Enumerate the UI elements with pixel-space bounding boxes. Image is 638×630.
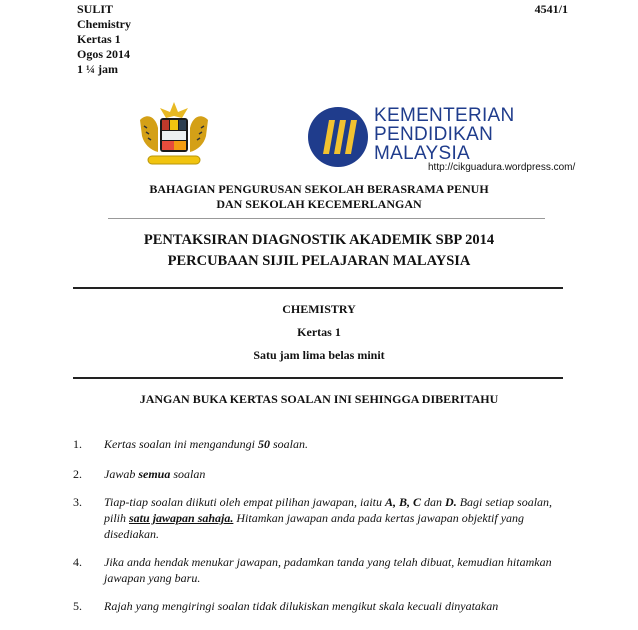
instruction-item: 1. Kertas soalan ini mengandungi 50 soalan. bbox=[73, 437, 309, 451]
header-block bbox=[77, 2, 131, 77]
divider bbox=[73, 287, 563, 289]
agency-name bbox=[0, 182, 638, 212]
divider bbox=[73, 377, 563, 379]
instruction-item: 3. Tiap-tiap soalan diikuti oleh empat pilihan jawapan, iaitu A, B, C dan D. Bagi setiap soalan, pilih satu jawapan sahaja. Hitamkan jawapan anda pada kertas jawapan objektif yang disediakan. bbox=[73, 495, 553, 541]
exam-date: Ogos 2014 bbox=[77, 47, 131, 61]
ministry-name bbox=[374, 106, 515, 163]
exam-title-line-1: PENTAKSIRAN DIAGNOSTIK AKADEMIK SBP 2014 bbox=[143, 232, 495, 248]
ministry-line-2: PENDIDIKAN bbox=[374, 124, 494, 145]
subject-title: CHEMISTRY bbox=[282, 302, 356, 316]
coat-of-arms-logo bbox=[134, 100, 214, 172]
instruction-item: 5. Rajah yang mengiringi soalan tidak dilukiskan mengikut skala kecuali dinyatakan bbox=[73, 599, 499, 613]
divider bbox=[108, 218, 545, 219]
paper-label: Kertas 1 bbox=[77, 32, 121, 46]
exam-title bbox=[0, 230, 638, 272]
ministry-logo bbox=[307, 106, 369, 168]
paper-code: 4541/1 bbox=[534, 2, 568, 16]
agency-line-1: BAHAGIAN PENGURUSAN SEKOLAH BERASRAMA PENUH bbox=[149, 182, 489, 196]
ministry-line-3: MALAYSIA bbox=[374, 143, 471, 164]
exam-time: 1 ¼ jam bbox=[77, 62, 118, 76]
ministry-line-1: KEMENTERIAN bbox=[374, 105, 515, 126]
exam-title-line-2: PERCUBAAN SIJIL PELAJARAN MALAYSIA bbox=[167, 253, 471, 269]
instruction-item: 2. Jawab semua soalan bbox=[73, 467, 206, 481]
classification: SULIT bbox=[77, 2, 114, 16]
source-url[interactable]: http://cikguadura.wordpress.com/ bbox=[428, 162, 576, 173]
instruction-item: 4. Jika anda hendak menukar jawapan, padamkan tanda yang telah dibuat, kemudian hitamkan jawapan yang baru. bbox=[73, 555, 552, 585]
duration-text: Satu jam lima belas minit bbox=[253, 348, 385, 362]
paper-number: Kertas 1 bbox=[297, 325, 341, 339]
warning-notice: JANGAN BUKA KERTAS SOALAN INI SEHINGGA DIBERITAHU bbox=[139, 392, 499, 406]
subject-code-name: Chemistry bbox=[77, 17, 131, 31]
agency-line-2: DAN SEKOLAH KECEMERLANGAN bbox=[216, 197, 422, 211]
